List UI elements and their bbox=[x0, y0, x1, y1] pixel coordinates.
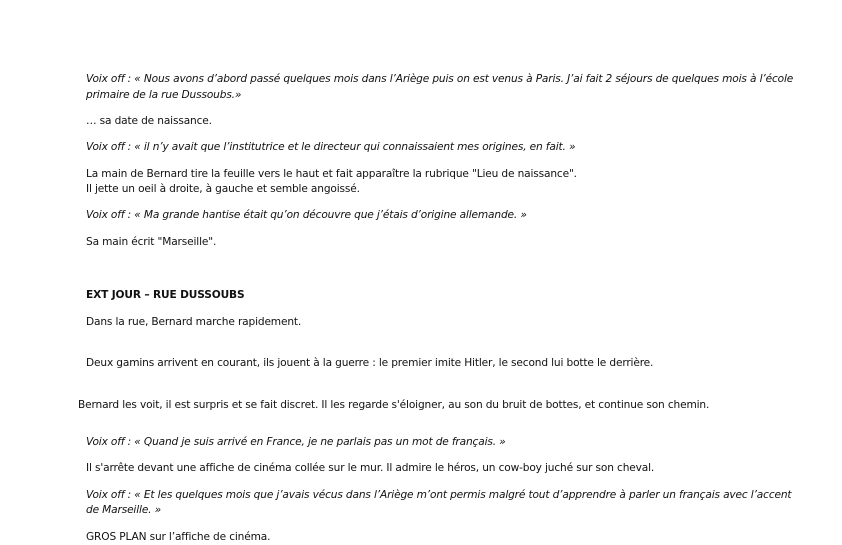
scene-heading: EXT JOUR – RUE DUSSOUBS bbox=[86, 289, 245, 301]
action-line: GROS PLAN sur l’affiche de cinéma. bbox=[86, 531, 271, 543]
voiceover-line: Voix off : « Quand je suis arrivé en France, je ne parlais pas un mot de français. » bbox=[86, 436, 506, 448]
voiceover-line: Voix off : « Nous avons d’abord passé quelques mois dans l’Ariège puis on est venus à Paris. J’ai fait 2 séjours de quelques mois à l’école bbox=[86, 73, 794, 85]
action-line: Il s'arrête devant une affiche de cinéma collée sur le mur. Il admire le héros, un cow-boy juché sur son cheval. bbox=[86, 462, 655, 474]
voiceover-line: primaire de la rue Dussoubs.» bbox=[86, 89, 242, 101]
action-line: Deux gamins arrivent en courant, ils jouent à la guerre : le premier imite Hitler, le second lui botte le derrière. bbox=[86, 357, 654, 369]
voiceover-line: Voix off : « il n’y avait que l’institutrice et le directeur qui connaissaient mes origines, en fait. » bbox=[86, 141, 576, 153]
voiceover-line: Voix off : « Ma grande hantise était qu’on découvre que j’étais d’origine allemande. » bbox=[86, 209, 527, 221]
action-line: Bernard les voit, il est surpris et se fait discret. Il les regarde s'éloigner, au son du bruit de bottes, et continue son chemin. bbox=[78, 399, 710, 411]
action-line: La main de Bernard tire la feuille vers le haut et fait apparaître la rubrique "Lieu de naissance". bbox=[86, 168, 577, 180]
action-line: … sa date de naissance. bbox=[86, 115, 212, 127]
action-line: Sa main écrit "Marseille". bbox=[86, 236, 217, 248]
action-line: Dans la rue, Bernard marche rapidement. bbox=[86, 316, 302, 328]
voiceover-line: Voix off : « Et les quelques mois que j’avais vécus dans l’Ariège m’ont permis malgré tout d’apprendre à parler un français avec l’accent bbox=[86, 489, 792, 501]
action-line: Il jette un oeil à droite, à gauche et semble angoissé. bbox=[86, 183, 360, 195]
voiceover-line: de Marseille. » bbox=[86, 504, 162, 516]
